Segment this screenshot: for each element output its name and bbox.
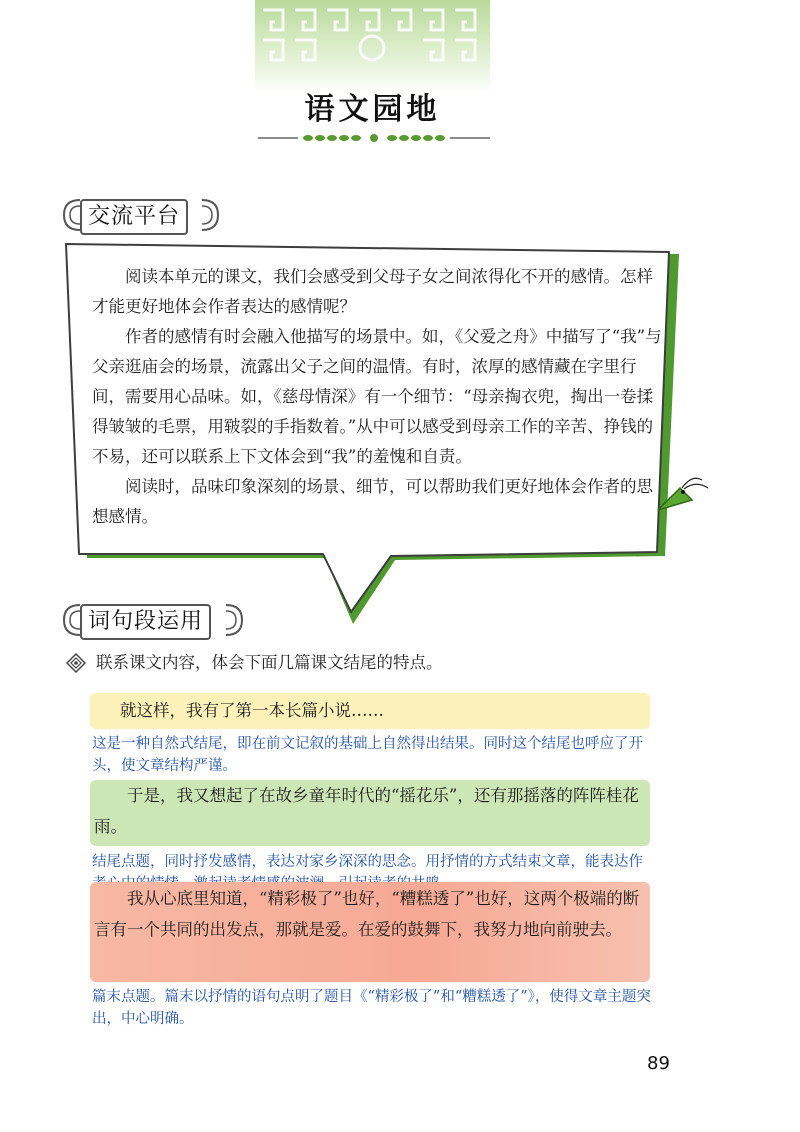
page-number: 89 xyxy=(647,1053,670,1074)
scroll-right-icon xyxy=(224,601,244,639)
scroll-left-icon xyxy=(62,196,82,234)
quote-text-3: 我从心底里知道，“精彩极了”也好，“糟糕透了”也好，这两个极端的断言有一个共同的出发点，那就是爱。在爱的鼓舞下，我努力地向前驶去。 xyxy=(94,889,640,939)
fret-pattern-icon xyxy=(255,0,490,70)
knot-bullet-icon xyxy=(66,653,86,673)
note-text-3: 篇末点题。篇末以抒情的语句点明了题目《“精彩极了”和“糟糕透了”》，使得文章主题突出，中心明确。 xyxy=(92,989,651,1027)
scroll-right-icon xyxy=(200,196,220,234)
paragraph: 阅读本单元的课文，我们会感受到父母子女之间浓得化不开的感情。怎样才能更好地体会作者表达的感情呢？ xyxy=(92,267,653,316)
quote-text-1: 就这样，我有了第一本长篇小说…… xyxy=(120,701,384,720)
section-header-exchange xyxy=(62,196,222,234)
note-text-2: 结尾点题，同时抒发感情，表达对家乡深深的思念。用抒情的方式结束文章，能表达作 xyxy=(92,854,643,870)
paragraph: 作者的感情有时会融入他描写的场景中。如，《父爱之舟》中描写了“我”与父亲逛庙会的场景，流露出父子之间的温情。有时，浓厚的感情藏在字里行间，需要用心品味。如，《慈母情深》有一个细节：“母亲掏衣兜，掏出一卷揉得皱皱的毛票，用皲裂的手指数着。”从中可以感受到母亲工作的辛苦、挣钱的不易，还可以联系上下文体会到“我”的羞愧和自责。 xyxy=(92,327,662,466)
instruction-text: 联系课文内容，体会下面几篇课文结尾的特点。 xyxy=(96,653,443,672)
note-text-1: 这是一种自然式结尾，即在前文记叙的基础上自然得出结果。同时这个结尾也呼应了开头，使文章结构严谨。 xyxy=(92,736,643,774)
paragraph: 阅读时，品味印象深刻的场景、细节，可以帮助我们更好地体会作者的思想感情。 xyxy=(92,477,653,526)
section-title-exchange: 交流平台 xyxy=(80,199,188,235)
page-title: 语文园地 xyxy=(304,92,441,127)
exchange-body xyxy=(92,262,664,532)
section-title-usage: 词句段运用 xyxy=(80,604,211,640)
header-banner xyxy=(255,0,490,92)
section-header-usage xyxy=(62,601,247,639)
title-ornament-icon xyxy=(258,130,490,146)
quote-text-2: 于是，我又想起了在故乡童年时代的“摇花乐”，还有那摇落的阵阵桂花雨。 xyxy=(94,786,639,836)
scroll-left-icon xyxy=(62,601,82,639)
